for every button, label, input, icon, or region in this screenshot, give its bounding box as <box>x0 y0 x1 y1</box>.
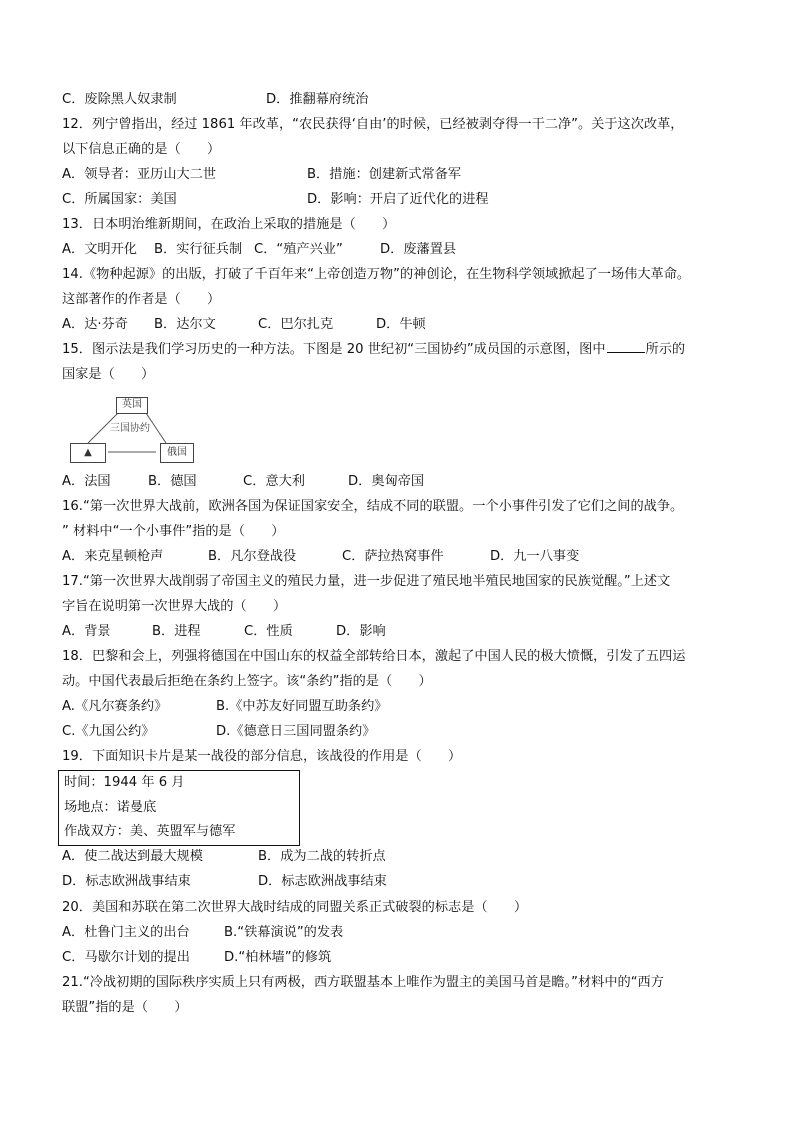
q12-option-d[interactable]: D．影响：开启了近代化的进程 <box>307 192 489 207</box>
q20-option-a[interactable]: A．杜鲁门主义的出台 <box>62 925 190 940</box>
q12-option-a[interactable]: A．领导者：亚历山大二世 <box>62 167 217 182</box>
card-time: 时间：1944 年 6 月 <box>64 775 185 790</box>
card-sides: 作战双方：美、英盟军与德军 <box>64 824 236 839</box>
q12-option-b[interactable]: B．措施：创建新式常备军 <box>307 167 462 182</box>
q18-stem-line1: 18．巴黎和会上，列强将德国在中国山东的权益全部转给日本，激起了中国人民的极大愤慨，引发了五四运 <box>62 649 686 664</box>
q14-option-b[interactable]: B．达尔文 <box>154 317 216 332</box>
diagram-box-britain: 英国 <box>116 397 148 414</box>
q20-stem: 20．美国和苏联在第二次世界大战时结成的同盟关系正式破裂的标志是（ ） <box>62 900 528 915</box>
q17-option-c[interactable]: C．性质 <box>244 624 293 639</box>
q17-option-a[interactable]: A．背景 <box>62 624 111 639</box>
q13-option-c[interactable]: C．“殖产兴业” <box>254 242 343 257</box>
q16-option-c[interactable]: C．萨拉热窝事件 <box>342 549 444 564</box>
q14-option-a[interactable]: A．达·芬奇 <box>62 317 128 332</box>
q18-option-d[interactable]: D.《德意日三国同盟条约》 <box>216 724 376 739</box>
q12-stem-line1: 12．列宁曾指出，经过 1861 年改革，“农民获得‘自由’的时候，已经被剥夺得一干二净”。关于这次改革， <box>62 117 684 132</box>
q12-option-c[interactable]: C．所属国家：美国 <box>62 192 177 207</box>
diagram-box-russia: 俄国 <box>160 443 194 463</box>
q21-stem-line1: 21.“冷战初期的国际秩序实质上只有两极，西方联盟基本上唯作为盟主的美国马首是瞻。”材料中的“西方 <box>62 975 664 990</box>
q19-option-a[interactable]: A．使二战达到最大规模 <box>62 849 203 864</box>
q18-option-a[interactable]: A.《凡尔赛条约》 <box>62 699 168 714</box>
q17-option-b[interactable]: B．进程 <box>152 624 201 639</box>
diagram-box-unknown-country: ▲ <box>70 443 106 463</box>
diagram-label-triple-entente: 三国协约 <box>110 423 150 434</box>
q16-option-a[interactable]: A．来克星顿枪声 <box>62 549 164 564</box>
q15-stem-text-a: 15．图示法是我们学习历史的一种方法。下图是 20 世纪初“三国协约”成员国的示意图，图中 <box>62 342 606 357</box>
q15-option-a[interactable]: A．法国 <box>62 474 111 489</box>
q18-option-b[interactable]: B.《中苏友好同盟互助条约》 <box>216 699 388 714</box>
q15-option-d[interactable]: D．奥匈帝国 <box>348 474 425 489</box>
q20-option-c[interactable]: C．马歇尔计划的提出 <box>62 950 190 965</box>
q16-stem-line2: ” 材料中“一个小事件”指的是（ ） <box>62 524 285 539</box>
q20-option-d[interactable]: D.“柏林墙”的修筑 <box>224 950 332 965</box>
q21-stem-line2: 联盟”指的是（ ） <box>62 1000 188 1015</box>
q18-option-c[interactable]: C.《九国公约》 <box>62 724 155 739</box>
q13-option-b[interactable]: B．实行征兵制 <box>154 242 243 257</box>
q19-stem: 19．下面知识卡片是某一战役的部分信息，该战役的作用是（ ） <box>62 749 462 764</box>
q17-stem-line2: 字旨在说明第一次世界大战的（ ） <box>62 599 287 614</box>
q19-option-c[interactable]: D．标志欧洲战事结束 <box>62 874 191 889</box>
q15-answer-blank <box>607 340 645 353</box>
q17-option-d[interactable]: D．影响 <box>336 624 386 639</box>
q14-stem-line1: 14.《物种起源》的出版，打破了千百年来“上帝创造万物”的神创论，在生物科学领域掀起了一场伟大革命。 <box>62 267 691 282</box>
q15-stem-line2: 国家是（ ） <box>62 367 155 382</box>
q20-option-b[interactable]: B.“铁幕演说”的发表 <box>224 925 344 940</box>
q15-option-c[interactable]: C．意大利 <box>243 474 305 489</box>
card-place: 场地点：诺曼底 <box>64 800 157 815</box>
q18-stem-line2: 动。中国代表最后拒绝在条约上签字。该“条约”指的是（ ） <box>62 674 432 689</box>
q11-option-d[interactable]: D．推翻幕府统治 <box>266 92 369 107</box>
q17-stem-line1: 17.“第一次世界大战削弱了帝国主义的殖民力量，进一步促进了殖民地半殖民地国家的民族觉醒。”上述文 <box>62 574 671 589</box>
q19-option-d[interactable]: D．标志欧洲战事结束 <box>258 874 387 889</box>
q15-stem-line1 <box>62 340 685 360</box>
q19-knowledge-card <box>58 770 300 846</box>
q16-option-d[interactable]: D．九一八事变 <box>490 549 580 564</box>
q14-option-c[interactable]: C．巴尔扎克 <box>258 317 334 332</box>
q16-option-b[interactable]: B．凡尔登战役 <box>208 549 297 564</box>
q13-option-a[interactable]: A．文明开化 <box>62 242 137 257</box>
q15-option-b[interactable]: B．德国 <box>148 474 197 489</box>
q15-stem-text-b: 所示的 <box>645 342 686 357</box>
triple-entente-diagram <box>68 395 196 465</box>
q11-option-c[interactable]: C．废除黑人奴隶制 <box>62 92 177 107</box>
q14-stem-line2: 这部著作的作者是（ ） <box>62 292 221 307</box>
q12-stem-line2: 以下信息正确的是（ ） <box>62 142 221 157</box>
q13-stem: 13．日本明治维新期间，在政治上采取的措施是（ ） <box>62 217 396 232</box>
q14-option-d[interactable]: D．牛顿 <box>376 317 426 332</box>
q13-option-d[interactable]: D．废藩置县 <box>380 242 457 257</box>
q16-stem-line1: 16.“第一次世界大战前，欧洲各国为保证国家安全，结成不同的联盟。一个小事件引发了它们之间的战争。 <box>62 499 684 514</box>
q19-option-b[interactable]: B．成为二战的转折点 <box>258 849 386 864</box>
